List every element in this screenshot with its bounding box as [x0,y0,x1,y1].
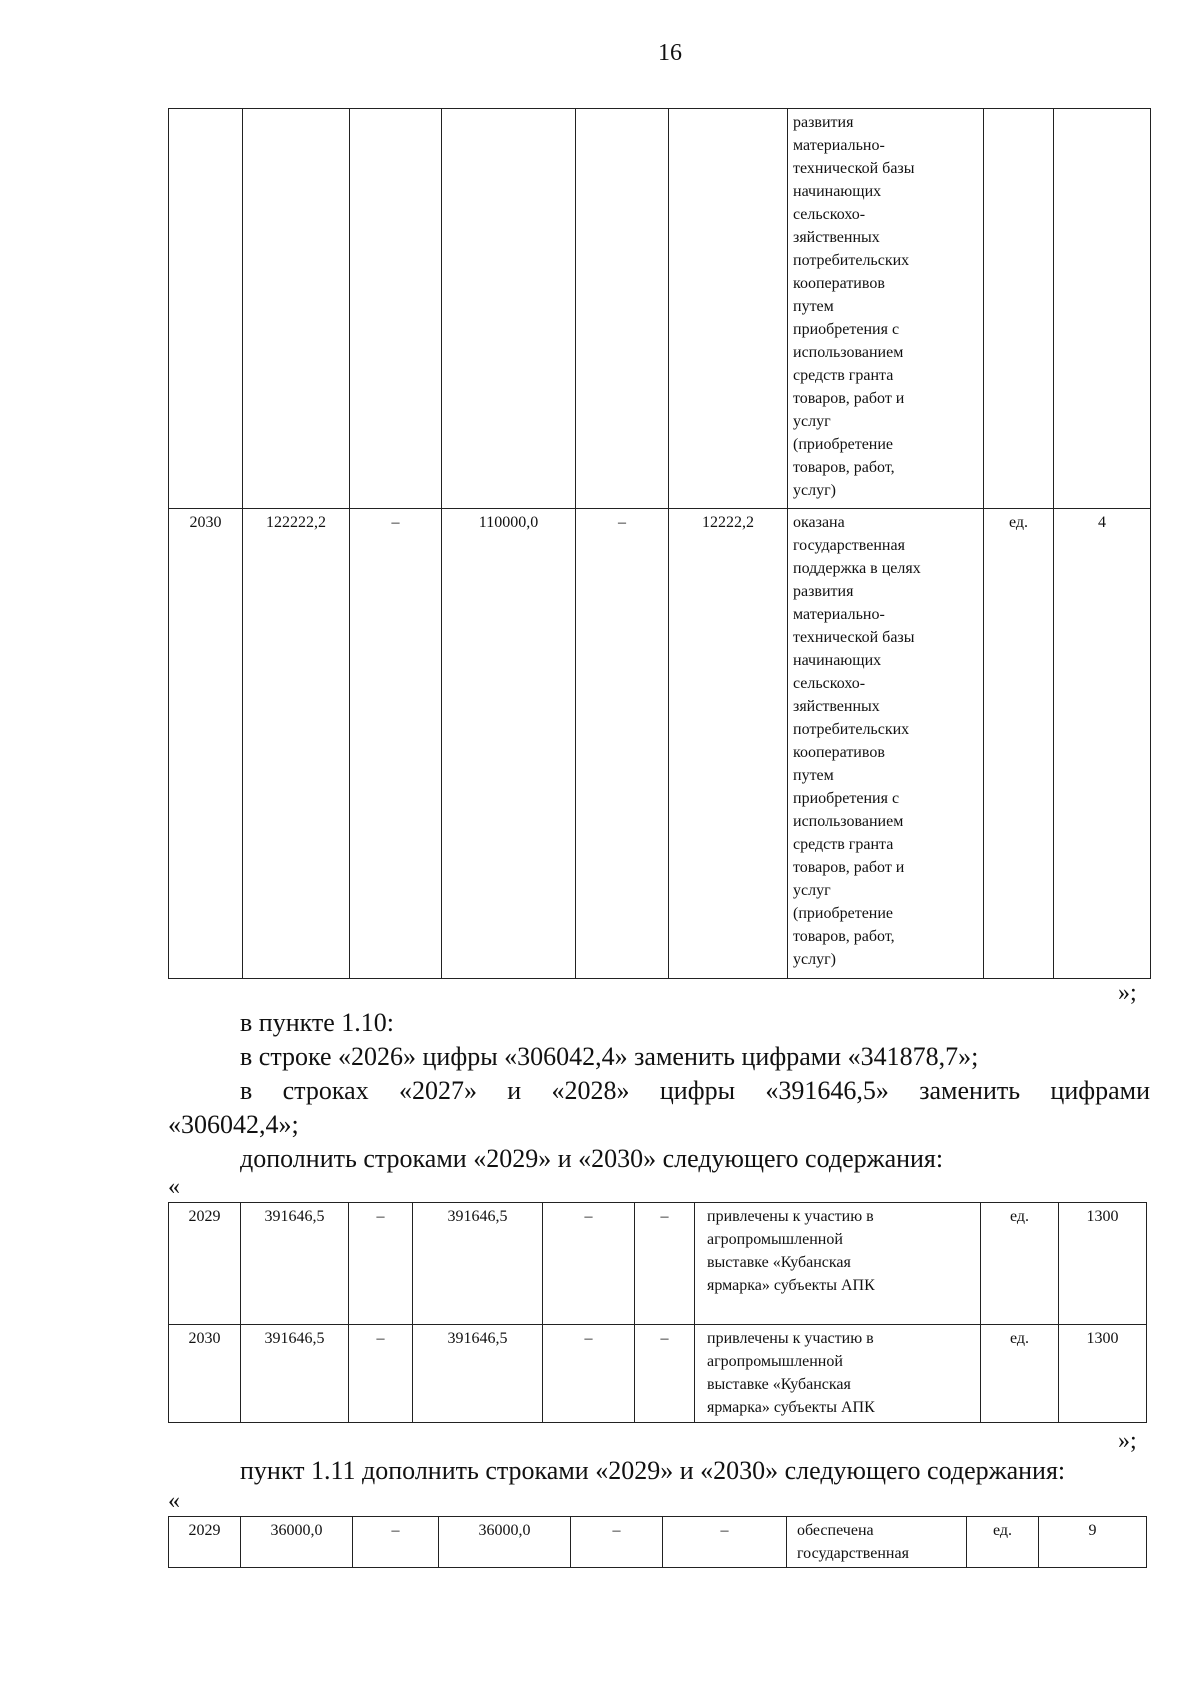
table-row [169,1325,1147,1423]
paragraph: дополнить строками «2029» и «2030» следующего содержания: [240,1144,944,1173]
cell-c5: – [576,509,669,979]
text-line: приобретения с [793,321,900,338]
table-cell-description [787,1517,967,1568]
text-line: средств гранта [793,836,894,853]
table-cell [669,109,788,509]
table-row [169,1517,1147,1568]
cell-unit: ед. [981,1325,1059,1423]
text-line: начинающих [793,183,882,200]
cell-c6: – [635,1325,695,1423]
table-row [169,509,1151,979]
text-line: ярмарка» субъекты АПК [707,1399,875,1416]
table-cell-description [788,109,984,509]
table-row [169,1203,1147,1325]
paragraph: пункт 1.11 дополнить строками «2029» и «2030» следующего содержания: [240,1456,1066,1485]
text-line: материально- [793,606,885,623]
table-cell [350,109,442,509]
cell-total: 122222,2 [243,509,350,979]
text-line: товаров, работ и [793,390,905,407]
close-quote: »; [1118,1428,1137,1454]
text-line: услуг [793,413,831,430]
table-cell [442,109,576,509]
text-line: поддержка в целях [793,560,921,577]
paragraph: «306042,4»; [168,1110,299,1139]
cell-c5: – [571,1517,663,1568]
cell-year: 2030 [169,1325,241,1423]
text-line: использованием [793,344,904,361]
open-quote: « [168,1174,180,1200]
text-line: услуг [793,882,831,899]
table-cell [576,109,669,509]
open-quote: « [168,1488,180,1514]
cell-c3: – [349,1325,413,1423]
text-line: зяйственных [793,698,880,715]
text-line: сельскохо- [793,675,866,692]
cell-year: 2030 [169,509,243,979]
table-cell [1054,109,1151,509]
cell-value: 1300 [1059,1203,1147,1325]
cell-c3: – [349,1203,413,1325]
table-row [169,109,1151,509]
cell-value: 1300 [1059,1325,1147,1423]
text-line: агропромышленной [707,1353,843,1370]
text-line: приобретения с [793,790,900,807]
table-cell-description [695,1203,981,1325]
table-cell [984,109,1054,509]
page-number: 16 [658,40,682,66]
cell-c6: 12222,2 [669,509,788,979]
text-line: выставке «Кубанская [707,1376,851,1393]
text-line: привлечены к участию в [707,1208,874,1225]
table-cell [169,109,243,509]
cell-unit: ед. [967,1517,1039,1568]
cell-value: 4 [1054,509,1151,979]
text-line: зяйственных [793,229,880,246]
text-line: привлечены к участию в [707,1330,874,1347]
paragraph: в строках «2027» и «2028» цифры «391646,5» заменить цифрами [240,1076,1150,1105]
cell-c4: 36000,0 [439,1517,571,1568]
cell-total: 36000,0 [241,1517,353,1568]
text-line: (приобретение [793,905,894,922]
text-line: услуг) [793,482,836,499]
text-line: потребительских [793,721,910,738]
text-line: услуг) [793,951,836,968]
cell-unit: ед. [981,1203,1059,1325]
table-1-continuation [168,108,1151,979]
cell-c5: – [543,1203,635,1325]
text-line: сельскохо- [793,206,866,223]
text-line: материально- [793,137,885,154]
text-line: потребительских [793,252,910,269]
cell-c4: 391646,5 [413,1203,543,1325]
text-line: кооперативов [793,744,885,761]
text-line: использованием [793,813,904,830]
cell-c4: 110000,0 [442,509,576,979]
cell-year: 2029 [169,1203,241,1325]
text-line: ярмарка» субъекты АПК [707,1277,875,1294]
text-line: товаров, работ, [793,459,895,476]
text-line: технической базы [793,629,915,646]
text-line: (приобретение [793,436,894,453]
table-3 [168,1516,1147,1568]
table-cell-description [788,509,984,979]
text-line: кооперативов [793,275,885,292]
text-line: путем [793,298,834,315]
table-2 [168,1202,1147,1423]
cell-c5: – [543,1325,635,1423]
text-line: выставке «Кубанская [707,1254,851,1271]
cell-total: 391646,5 [241,1325,349,1423]
close-quote: »; [1118,980,1137,1006]
table-cell-description [695,1325,981,1423]
text-line: агропромышленной [707,1231,843,1248]
cell-year: 2029 [169,1517,241,1568]
cell-unit: ед. [984,509,1054,979]
table-cell [243,109,350,509]
cell-c3: – [350,509,442,979]
cell-c3: – [353,1517,439,1568]
text-line: государственная [793,537,905,554]
cell-c6: – [663,1517,787,1568]
text-line: технической базы [793,160,915,177]
cell-value: 9 [1039,1517,1147,1568]
text-line: развития [793,114,854,131]
text-line: обеспечена [797,1522,874,1539]
text-line: развития [793,583,854,600]
text-line: путем [793,767,834,784]
text-line: товаров, работ и [793,859,905,876]
cell-c6: – [635,1203,695,1325]
text-line: средств гранта [793,367,894,384]
paragraph: в пункте 1.10: [240,1008,395,1037]
text-line: оказана [793,514,845,531]
cell-c4: 391646,5 [413,1325,543,1423]
cell-total: 391646,5 [241,1203,349,1325]
text-line: товаров, работ, [793,928,895,945]
text-line: государственная [797,1545,909,1562]
paragraph: в строке «2026» цифры «306042,4» заменить цифрами «341878,7»; [240,1042,979,1071]
text-line: начинающих [793,652,882,669]
